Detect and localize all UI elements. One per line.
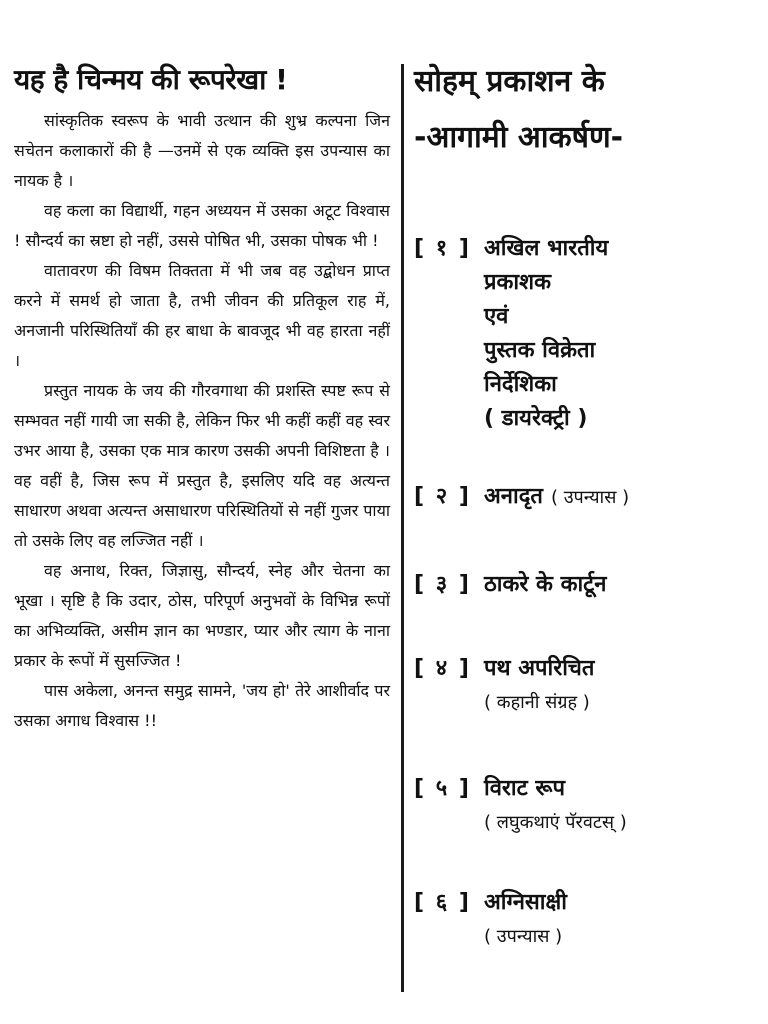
item-title: ठाकरे के कार्टून — [484, 572, 607, 597]
column-divider — [401, 64, 404, 992]
paragraph: वह कला का विद्यार्थी, गहन अध्ययन में उसका अटूट विश्वास ! सौन्दर्य का स्रष्टा हो नहीं, उससे पोषित भी, उसका पोषक भी ! — [14, 201, 390, 250]
item-body — [484, 232, 754, 436]
item-title: अग्निसाक्षी — [484, 890, 567, 915]
item-subtitle: ( लघुकथाएं पॅरवटस् ) — [484, 812, 627, 833]
item-subtitle: ( कहानी संग्रह ) — [484, 692, 590, 713]
item-title: विराट रूप — [484, 776, 565, 801]
item-title: अनादृत — [484, 484, 543, 509]
item-title: अखिल भारतीय — [484, 236, 609, 261]
item-number: [ ६ ] — [414, 890, 471, 915]
item-title: पुस्तक विक्रेता — [484, 338, 596, 363]
item-subtitle: ( डायरेक्ट्री ) — [484, 406, 588, 431]
item-title: पथ अपरिचित — [484, 656, 595, 681]
item-title: प्रकाशक — [484, 270, 551, 295]
item-number: [ ५ ] — [414, 776, 471, 801]
left-column — [14, 60, 390, 736]
paragraph: सांस्कृतिक स्वरूप के भावी उत्थान की शुभ्र कल्पना जिन सचेतन कलाकारों की है —उनमें से एक व्यक्ति इस उपन्यास का नायक है । — [14, 111, 390, 190]
item-body — [484, 480, 754, 515]
item-number: [ १ ] — [414, 236, 471, 261]
item-title: एवं — [484, 304, 509, 329]
paragraph: पास अकेला, अनन्त समुद्र सामने, 'जय हो' तेरे आशीर्वाद पर उसका अगाध विश्वास !! — [14, 681, 390, 730]
left-title: यह है चिन्मय की रूपरेखा ! — [14, 63, 288, 96]
item-body — [484, 772, 754, 838]
item-body — [484, 568, 754, 602]
publisher-heading: सोहम् प्रकाशन के — [414, 64, 605, 99]
paragraph: प्रस्तुत नायक के जय की गौरवगाथा की प्रशस्ति स्पष्ट रूप से सम्भवत नहीं गायी जा सकी है, लेकिन फिर भी कहीं कहीं वह स्वर उभर आया है, उसका एक मात्र कारण उसकी अपनी विशिष्टता है । वह वहीं है, जिस रूप में प्रस्तुत है, इसलिए यदि वह अत्यन्त साधारण अथवा अत्यन्त असाधारण परिस्थितियों से नहीं गुजर पाया तो उसके लिए वह लज्जित नहीं । — [14, 381, 390, 550]
item-subtitle: ( उपन्यास ) — [550, 487, 630, 508]
paragraph: वह अनाथ, रिक्त, जिज्ञासु, सौन्दर्य, स्नेह और चेतना का भूखा । सृष्टि है कि उदार, ठोस, परिपूर्ण अनुभवों के विभिन्न रूपों का अभिव्यक्ति, असीम ज्ञान का भण्डार, प्यार और त्याग के नाना प्रकार के रूपों में सुसज्जित ! — [14, 561, 390, 670]
item-title-row — [484, 480, 754, 515]
item-number: [ २ ] — [414, 484, 471, 509]
item-body — [484, 886, 754, 952]
upcoming-heading: -आगामी आकर्षण- — [414, 120, 624, 155]
right-column — [414, 60, 754, 947]
item-body — [484, 652, 754, 718]
item-number: [ ३ ] — [414, 572, 471, 597]
item-subtitle: ( उपन्यास ) — [484, 926, 563, 947]
item-title: निर्देशिका — [484, 372, 557, 397]
item-number: [ ४ ] — [414, 656, 471, 681]
paragraph: वातावरण की विषम तिक्तता में भी जब वह उद्बोधन प्राप्त करने में समर्थ हो जाता है, तभी जीवन की प्रतिकूल राह में, अनजानी परिस्थितियाँ की हर बाधा के बावजूद भी वह हारता नहीं । — [14, 261, 390, 370]
